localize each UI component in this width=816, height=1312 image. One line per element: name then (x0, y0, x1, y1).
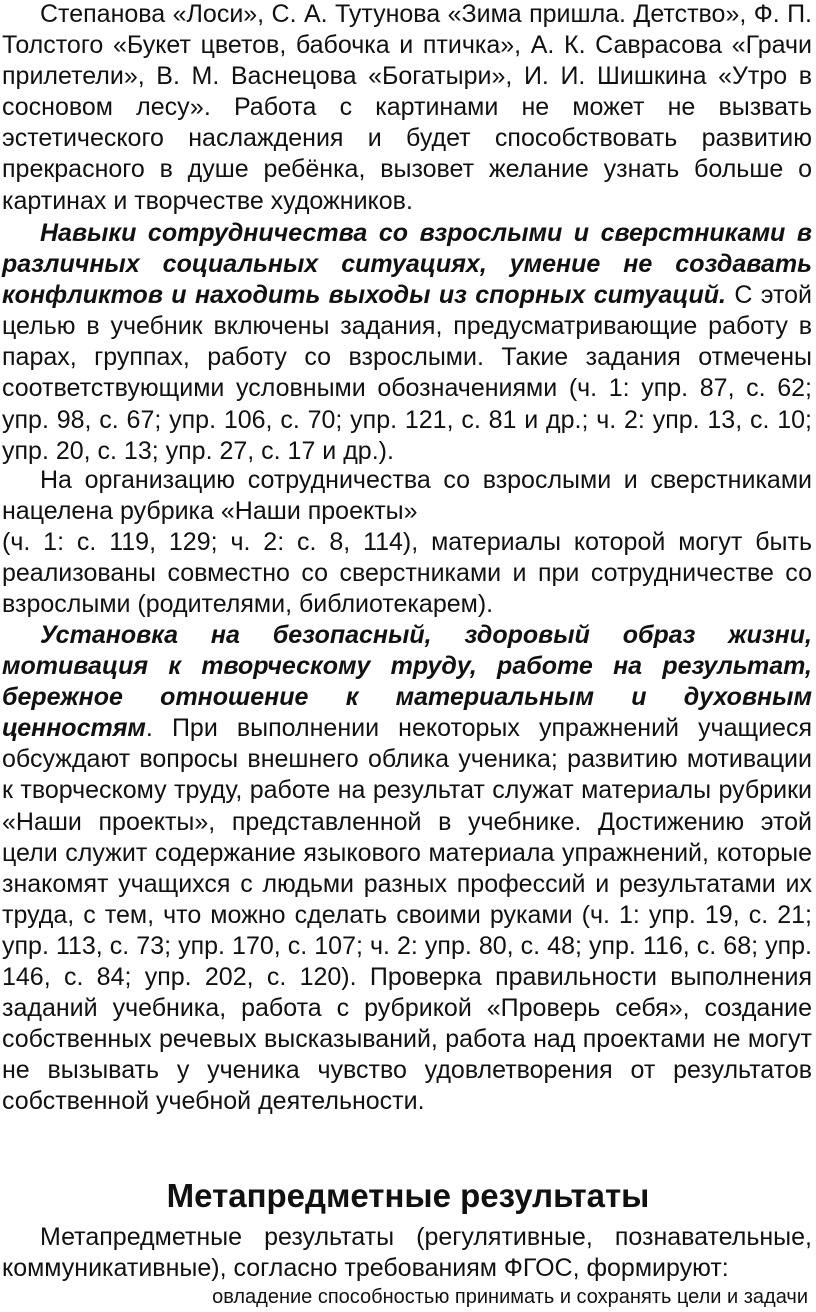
paragraph-metasubject-intro: Метапредметные результаты (регулятивные, познавательные, коммуникативные), согласно требованиям ФГОС, формируют: (2, 1223, 812, 1283)
paragraph-healthy-text: . При выполнении некоторых упражнений учащиеся обсуждают вопросы внешнего облика ученика; развитию мотивации к творческому труду, работе на результат служат материалы рубрики «Наши проекты», представленной в учебнике. Достижению этой цели служит содержание языкового материала упражнений, которые знакомят учащихся с людьми разных профессий и результатами их труда, с тем, что можно сделать своими руками (ч. 1: упр. 19, с. 21; упр. 113, с. 73; упр. 170, с. 107; ч. 2: упр. 80, с. 48; упр. 116, с. 68; упр. 146, с. 84; упр. 202, с. 120). Проверка правильности выполнения заданий учебника, работа с рубрикой «Проверь себя», создание собственных речевых высказываний, работа над проектами не могут не вызывать у ученика чувство удовлетворения от результатов собственной учебной деятельности. (2, 714, 812, 1116)
paragraph-cooperation-skills (2, 218, 812, 467)
paragraph-projects-line1: На организацию сотрудничества со взрослыми и сверстниками нацелена рубрика «Наши проекты» (2, 466, 812, 526)
paragraph-projects-rubric (2, 465, 812, 620)
paragraph-healthy-heading: Установка на безопасный, здоровый образ жизни, мотивация к творческому труду, работе на результат, бережное отношение к материальным и духовным ценностям (2, 621, 812, 743)
list-item-goals: овладение способностью принимать и сохранять цели и задачи (212, 1286, 808, 1308)
paragraph-healthy-lifestyle (2, 620, 812, 1118)
paragraph-artworks: Степанова «Лоси», С. А. Тутунова «Зима пришла. Детство», Ф. П. Толстого «Букет цветов, бабочка и птичка», А. К. Саврасова «Грачи прилетели», В. М. Васнецова «Богатыри», И. И. Шишкина «Утро в сосновом лесу». Работа с картинами не может не вызвать эстетического наслаждения и будет способствовать развитию прекрасного в душе ребёнка, вызовет желание узнать больше о картинах и творчестве художников. (2, 0, 812, 215)
section-heading-metasubject: Метапредметные результаты (166, 1177, 650, 1214)
paragraph-projects-line2: (ч. 1: с. 119, 129; ч. 2: с. 8, 114), материалы которой могут быть реализованы совместно со сверстниками и при сотрудничестве со взрослыми (родителями, библиотекарем). (2, 528, 812, 619)
paragraph-cooperation-text: С этой целью в учебник включены задания, предусматривающие работу в парах, группах, работу со взрослыми. Такие задания отмечены соответствующими условными обозначениями (ч. 1: упр. 87, с. 62; упр. 98, с. 67; упр. 106, с. 70; упр. 121, с. 81 и др.; ч. 2: упр. 13, с. 10; упр. 20, с. 13; упр. 27, с. 17 и др.). (2, 281, 812, 465)
paragraph-cooperation-heading: Навыки сотрудничества со взрослыми и сверстниками в различных социальных ситуациях, умение не создавать конфликтов и находить выходы из спорных ситуаций. (2, 219, 812, 310)
